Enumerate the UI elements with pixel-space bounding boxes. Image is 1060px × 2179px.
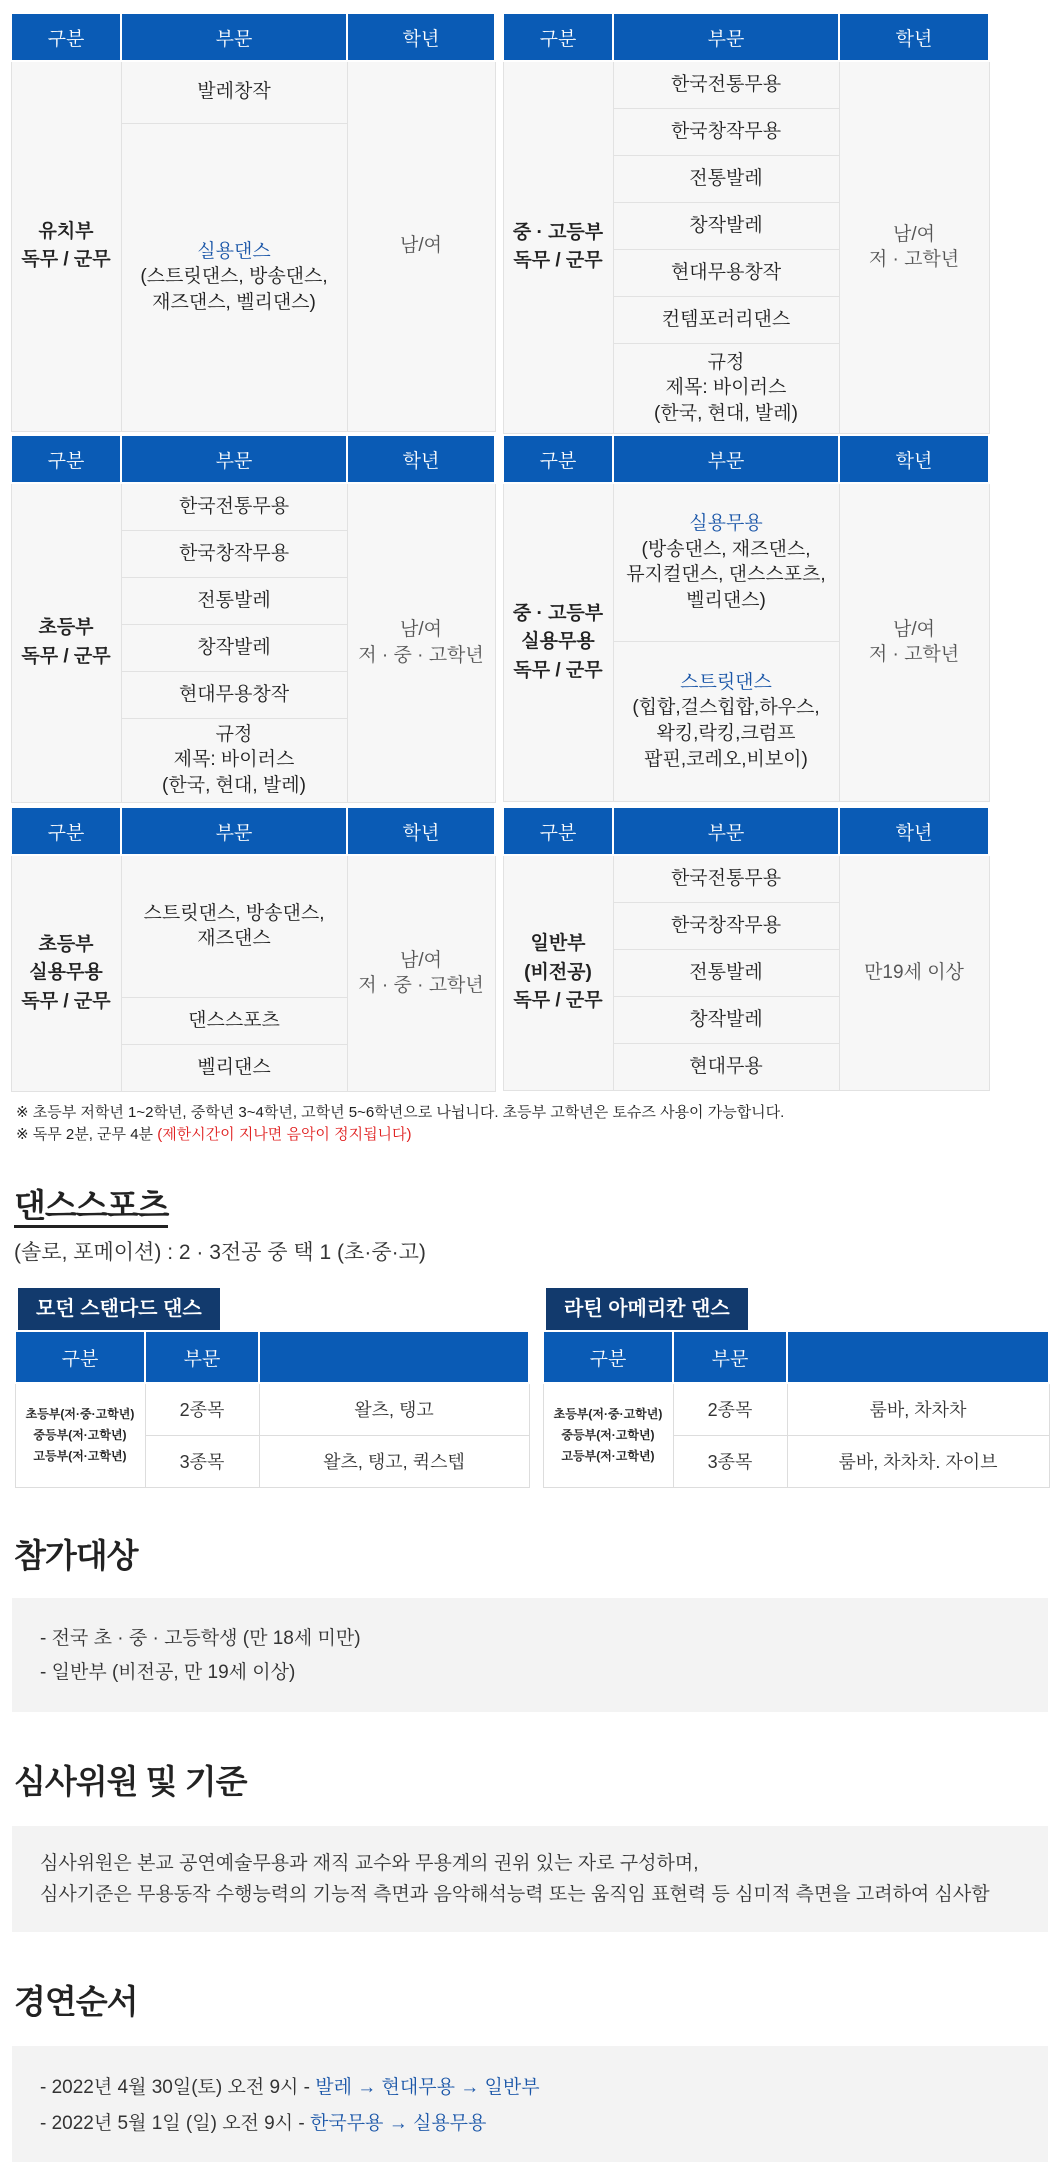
practical-dance-desc: (스트릿댄스, 방송댄스, 재즈댄스, 벨리댄스) — [140, 266, 328, 313]
dances-cell: 룸바, 차차차. 자이브 — [787, 1435, 1049, 1487]
header-category: 구분 — [15, 1331, 145, 1383]
dances-cell: 왈츠, 탱고, 퀵스텝 — [259, 1435, 529, 1487]
division-cell: 벨리댄스 — [121, 1044, 347, 1091]
grade-cell: 남/여 저 · 중 · 고학년 — [347, 855, 495, 1091]
judges-box — [12, 1826, 1048, 1932]
practical-dance-desc: (방송댄스, 재즈댄스, 뮤지컬댄스, 댄스스포츠, 벨리댄스) — [626, 538, 826, 611]
header-category: 구분 — [503, 435, 613, 483]
grade-cell: 남/여 저 · 고학년 — [839, 483, 989, 801]
dances-cell: 룸바, 차차차 — [787, 1383, 1049, 1435]
division-cell: 전통발레 — [613, 155, 839, 202]
modern-standard-label: 모던 스탠다드 댄스 — [18, 1288, 220, 1330]
group-cell: 초등부 독무 / 군무 — [11, 483, 121, 802]
note-grade-levels: ※ 초등부 저학년 1~2학년, 중학년 3~4학년, 고학년 5~6학년으로 나뉩니다. 초등부 고학년은 토슈즈 사용이 가능합니다. — [16, 1104, 785, 1121]
participants-box — [12, 1598, 1048, 1712]
order-line: - 2022년 4월 30일(토) 오전 9시 - 발레 → 현대무용 → 일반부 — [40, 2077, 540, 2098]
header-grade: 학년 — [347, 13, 495, 61]
street-dance-title: 스트릿댄스 — [680, 671, 772, 693]
group-cell: 유치부 독무 / 군무 — [11, 61, 121, 431]
division-cell: 한국전통무용 — [121, 483, 347, 530]
division-cell: 한국전통무용 — [613, 61, 839, 108]
section-title-order: 경연순서 — [14, 1983, 138, 2020]
latin-american-label: 라틴 아메리칸 댄스 — [546, 1288, 748, 1330]
division-cell — [613, 483, 839, 641]
judges-line: 심사기준은 무용동작 수행능력의 기능적 측면과 음악해석능력 또는 움직임 표현력 등 심미적 측면을 고려하여 심사함 — [40, 1884, 990, 1905]
practical-dance-title: 실용무용 — [689, 512, 763, 534]
header-category: 구분 — [543, 1331, 673, 1383]
notes — [16, 1102, 784, 1146]
dances-cell: 왈츠, 탱고 — [259, 1383, 529, 1435]
header-category: 구분 — [503, 807, 613, 855]
header-grade: 학년 — [839, 807, 989, 855]
header-grade: 학년 — [347, 807, 495, 855]
header-division: 부문 — [145, 1331, 259, 1383]
division-cell: 규정 제목: 바이러스 (한국, 현대, 발레) — [121, 718, 347, 802]
order-route: 발레 → 현대무용 → 일반부 — [315, 2077, 540, 2098]
section-title-dance-sports: 댄스스포츠 — [14, 1180, 168, 1227]
category-table-elementary-practical — [10, 806, 496, 1092]
header-grade: 학년 — [347, 435, 495, 483]
judges-line: 심사위원은 본교 공연예술무용과 재직 교수와 무용계의 권위 있는 자로 구성하며, — [40, 1853, 699, 1874]
dance-sports-subtitle: (솔로, 포메이션) : 2 · 3전공 중 택 1 (초·중·고) — [14, 1241, 426, 1264]
division-cell: 한국창작무용 — [613, 902, 839, 949]
order-box — [12, 2046, 1048, 2162]
grade-cell: 남/여 — [347, 61, 495, 431]
division-cell — [121, 123, 347, 431]
header-grade: 학년 — [839, 13, 989, 61]
grade-cell: 남/여 저 · 중 · 고학년 — [347, 483, 495, 802]
header-category: 구분 — [11, 435, 121, 483]
division-cell: 컨템포러리댄스 — [613, 296, 839, 343]
division-cell: 규정 제목: 바이러스 (한국, 현대, 발레) — [613, 343, 839, 433]
modern-standard-table — [14, 1330, 530, 1488]
latin-american-table — [542, 1330, 1050, 1488]
header-blank — [787, 1331, 1049, 1383]
header-division: 부문 — [121, 13, 347, 61]
division-cell: 한국창작무용 — [121, 530, 347, 577]
division-cell: 현대무용창작 — [121, 671, 347, 718]
practical-dance-title: 실용댄스 — [197, 240, 271, 262]
event-count-cell: 3종목 — [673, 1435, 787, 1487]
group-cell: 중 · 고등부 독무 / 군무 — [503, 61, 613, 433]
group-cell: 초등부(저·중·고학년) 중등부(저·고학년) 고등부(저·고학년) — [15, 1383, 145, 1487]
participant-line: - 전국 초 · 중 · 고등학생 (만 18세 미만) — [40, 1628, 361, 1649]
header-division: 부문 — [613, 807, 839, 855]
order-route: 한국무용 → 실용무용 — [310, 2113, 487, 2134]
header-division: 부문 — [613, 13, 839, 61]
header-category: 구분 — [503, 13, 613, 61]
division-cell: 발레창작 — [121, 61, 347, 123]
event-count-cell: 3종목 — [145, 1435, 259, 1487]
header-grade: 학년 — [839, 435, 989, 483]
category-table-kindergarten — [10, 12, 496, 432]
group-cell: 초등부(저·중·고학년) 중등부(저·고학년) 고등부(저·고학년) — [543, 1383, 673, 1487]
division-cell: 스트릿댄스, 방송댄스, 재즈댄스 — [121, 855, 347, 997]
time-limit-warning: (제한시간이 지나면 음악이 정지됩니다) — [157, 1126, 412, 1143]
note-time-limit: ※ 독무 2분, 군무 4분 (제한시간이 지나면 음악이 정지됩니다) — [16, 1126, 412, 1143]
section-title-participants: 참가대상 — [14, 1537, 138, 1574]
header-division: 부문 — [121, 807, 347, 855]
division-cell — [613, 641, 839, 801]
division-cell: 창작발레 — [121, 624, 347, 671]
header-division: 부문 — [673, 1331, 787, 1383]
category-table-middle-high — [502, 12, 990, 434]
division-cell: 한국전통무용 — [613, 855, 839, 902]
grade-cell: 남/여 저 · 고학년 — [839, 61, 989, 433]
division-cell: 현대무용 — [613, 1043, 839, 1090]
division-cell: 창작발레 — [613, 202, 839, 249]
division-cell: 현대무용창작 — [613, 249, 839, 296]
category-table-general — [502, 806, 990, 1091]
event-count-cell: 2종목 — [145, 1383, 259, 1435]
street-dance-desc: (힙합,걸스힙합,하우스, 왁킹,락킹,크럼프 팝핀,코레오,비보이) — [632, 697, 820, 770]
division-cell: 한국창작무용 — [613, 108, 839, 155]
header-division: 부문 — [121, 435, 347, 483]
section-title-judges: 심사위원 및 기준 — [14, 1763, 247, 1800]
group-cell: 중 · 고등부 실용무용 독무 / 군무 — [503, 483, 613, 801]
category-table-middle-high-practical — [502, 434, 990, 802]
division-cell: 창작발레 — [613, 996, 839, 1043]
division-cell: 전통발레 — [121, 577, 347, 624]
participant-line: - 일반부 (비전공, 만 19세 이상) — [40, 1662, 296, 1683]
header-blank — [259, 1331, 529, 1383]
group-cell: 초등부 실용무용 독무 / 군무 — [11, 855, 121, 1091]
category-table-elementary — [10, 434, 496, 803]
division-cell: 댄스스포츠 — [121, 997, 347, 1044]
order-line: - 2022년 5월 1일 (일) 오전 9시 - 한국무용 → 실용무용 — [40, 2113, 487, 2134]
event-count-cell: 2종목 — [673, 1383, 787, 1435]
grade-cell: 만19세 이상 — [839, 855, 989, 1090]
header-division: 부문 — [613, 435, 839, 483]
header-category: 구분 — [11, 13, 121, 61]
header-category: 구분 — [11, 807, 121, 855]
division-cell: 전통발레 — [613, 949, 839, 996]
group-cell: 일반부 (비전공) 독무 / 군무 — [503, 855, 613, 1090]
